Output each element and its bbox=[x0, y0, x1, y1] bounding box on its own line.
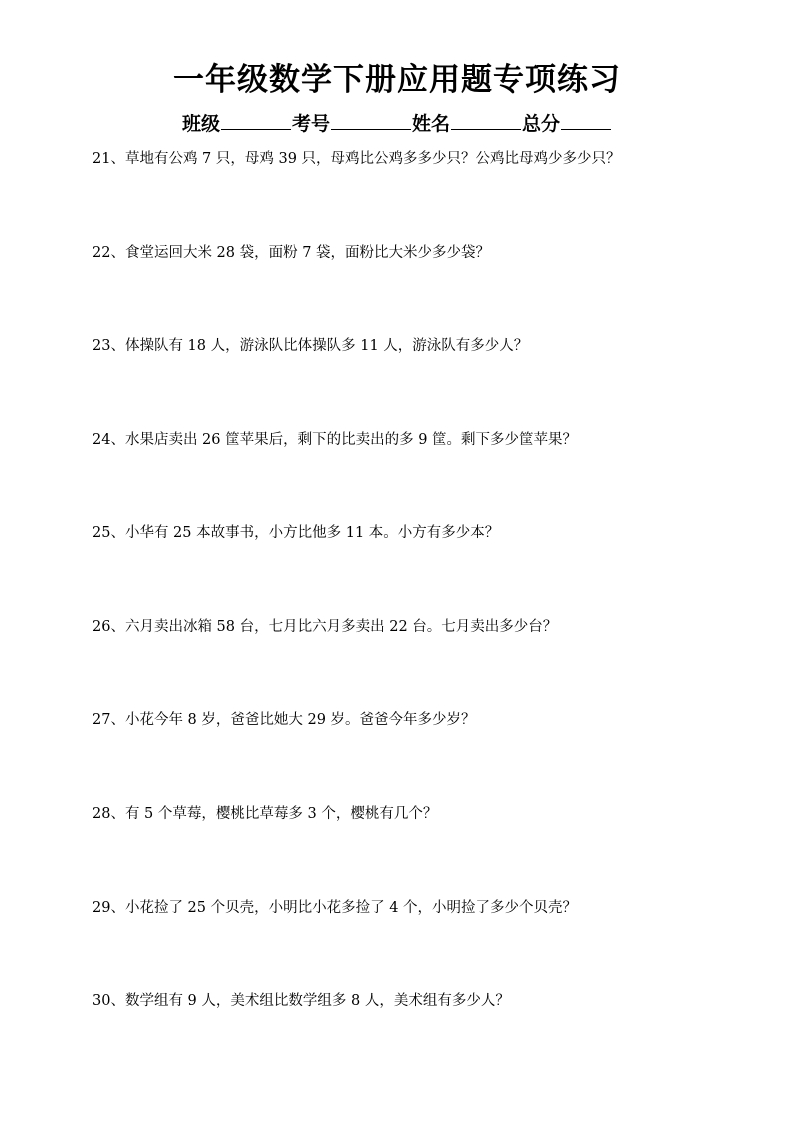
question-23: 23、体操队有 18 人，游泳队比体操队多 11 人，游泳队有多少人？ bbox=[92, 338, 529, 354]
question-26: 26、六月卖出冰箱 58 台，七月比六月多卖出 22 台。七月卖出多少台？ bbox=[92, 619, 558, 635]
total-score-label: 总分 bbox=[522, 113, 561, 135]
question-24: 24、水果店卖出 26 筐苹果后，剩下的比卖出的多 9 筐。剩下多少筐苹果？ bbox=[92, 432, 578, 448]
question-30: 30、数学组有 9 人，美术组比数学组多 8 人，美术组有多少人？ bbox=[92, 993, 510, 1009]
total-score-blank bbox=[561, 109, 611, 130]
name-blank bbox=[451, 109, 521, 130]
question-28: 28、有 5 个草莓，樱桃比草莓多 3 个，樱桃有几个？ bbox=[92, 806, 438, 822]
question-22: 22、食堂运回大米 28 袋，面粉 7 袋，面粉比大米少多少袋？ bbox=[92, 245, 491, 261]
question-27: 27、小花今年 8 岁，爸爸比她大 29 岁。爸爸今年多少岁？ bbox=[92, 712, 476, 728]
class-blank bbox=[221, 109, 291, 130]
class-label: 班级 bbox=[181, 113, 220, 135]
name-label: 姓名 bbox=[412, 113, 451, 135]
question-21: 21、草地有公鸡 7 只，母鸡 39 只，母鸡比公鸡多多少只？公鸡比母鸡少多少只？ bbox=[92, 151, 621, 167]
worksheet-title: 一年级数学下册应用题专项练习 bbox=[173, 62, 621, 98]
question-29: 29、小花捡了 25 个贝壳，小明比小花多捡了 4 个，小明捡了多少个贝壳？ bbox=[92, 900, 578, 916]
exam-no-blank bbox=[331, 109, 411, 130]
student-info-line bbox=[0, 109, 794, 138]
exam-no-label: 考号 bbox=[291, 113, 330, 135]
question-25: 25、小华有 25 本故事书，小方比他多 11 本。小方有多少本？ bbox=[92, 525, 500, 541]
